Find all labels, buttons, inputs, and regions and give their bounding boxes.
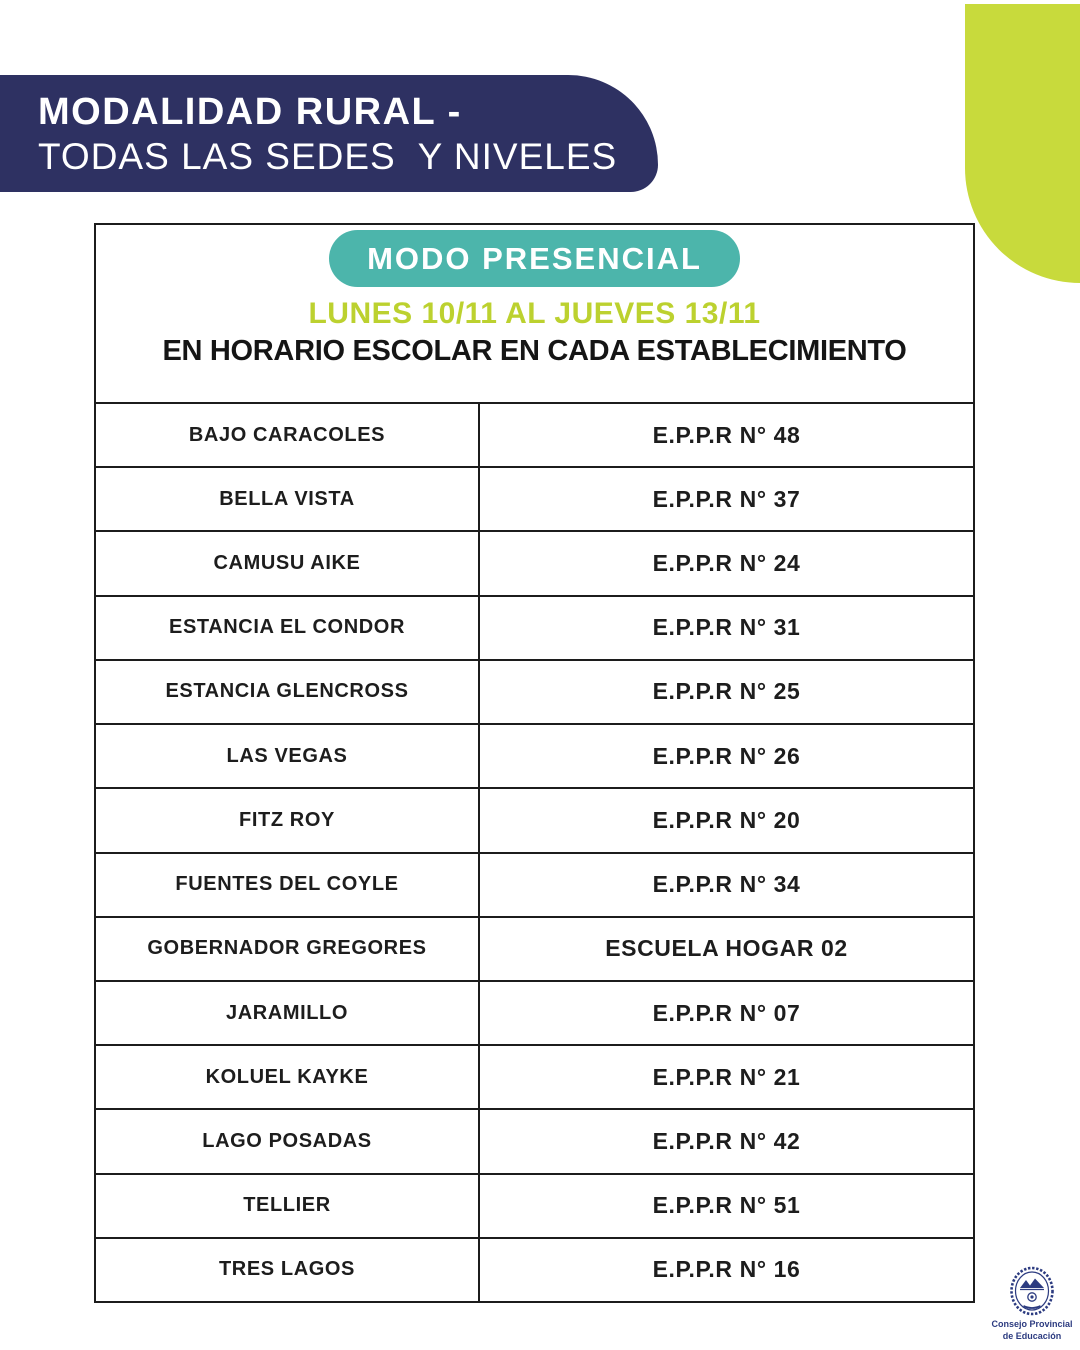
title-banner — [0, 75, 658, 192]
council-name — [991, 1319, 1072, 1342]
establecimiento-cell: E.P.P.R N° 42 — [652, 1128, 801, 1155]
table-row — [96, 1173, 973, 1237]
table-row — [96, 852, 973, 916]
sede-cell: CAMUSU AIKE — [96, 532, 480, 594]
mode-badge: MODO PRESENCIAL — [329, 230, 740, 287]
sede-cell: KOLUEL KAYKE — [96, 1046, 480, 1108]
table-row — [96, 659, 973, 723]
table-row — [96, 787, 973, 851]
establecimiento-cell: E.P.P.R N° 16 — [652, 1256, 801, 1283]
table-row — [96, 1044, 973, 1108]
table-header — [96, 225, 973, 402]
establecimiento-cell: E.P.P.R N° 20 — [652, 806, 801, 833]
establecimiento-cell: E.P.P.R N° 25 — [652, 678, 801, 705]
table-row — [96, 723, 973, 787]
establecimiento-cell: E.P.P.R N° 31 — [652, 614, 801, 641]
establecimiento-cell: E.P.P.R N° 51 — [652, 1192, 801, 1219]
establecimiento-cell: E.P.P.R N° 37 — [652, 485, 801, 512]
table-row — [96, 980, 973, 1044]
council-logo — [991, 1266, 1073, 1342]
sede-cell: JARAMILLO — [96, 982, 480, 1044]
sede-cell: ESTANCIA EL CONDOR — [96, 597, 480, 659]
establecimiento-cell: E.P.P.R N° 48 — [652, 421, 801, 448]
sede-cell: GOBERNADOR GREGORES — [96, 918, 480, 980]
sede-cell: TELLIER — [96, 1175, 480, 1237]
sede-cell: ESTANCIA GLENCROSS — [96, 661, 480, 723]
table-row — [96, 466, 973, 530]
date-range-label: LUNES 10/11 AL JUEVES 13/11 — [308, 297, 761, 330]
schedule-table — [94, 223, 975, 1303]
page-title: MODALIDAD RURAL - — [38, 90, 462, 133]
table-row — [96, 530, 973, 594]
council-name-line2: de Educación — [1002, 1330, 1062, 1341]
establecimiento-cell: E.P.P.R N° 07 — [652, 999, 801, 1026]
council-crest-icon — [1009, 1266, 1055, 1316]
table-row — [96, 595, 973, 659]
lime-corner-shape — [965, 4, 1080, 283]
table-row — [96, 402, 973, 466]
sede-cell: TRES LAGOS — [96, 1239, 480, 1301]
sede-cell: BAJO CARACOLES — [96, 404, 480, 466]
sede-cell: FITZ ROY — [96, 789, 480, 851]
establecimiento-cell: E.P.P.R N° 21 — [652, 1063, 801, 1090]
establecimiento-cell: E.P.P.R N° 26 — [652, 742, 801, 769]
schedule-note-label: EN HORARIO ESCOLAR EN CADA ESTABLECIMIENTO — [162, 335, 907, 367]
establecimiento-cell: E.P.P.R N° 24 — [652, 550, 801, 577]
page-subtitle: TODAS LAS SEDES Y NIVELES — [38, 135, 618, 177]
table-row — [96, 1237, 973, 1301]
sede-cell: FUENTES DEL COYLE — [96, 854, 480, 916]
establecimiento-cell: E.P.P.R N° 34 — [652, 871, 801, 898]
table-row — [96, 916, 973, 980]
sede-cell: BELLA VISTA — [96, 468, 480, 530]
council-name-line1: Consejo Provincial — [991, 1319, 1073, 1329]
sede-cell: LAGO POSADAS — [96, 1110, 480, 1172]
table-row — [96, 1108, 973, 1172]
sede-cell: LAS VEGAS — [96, 725, 480, 787]
establecimiento-cell: ESCUELA HOGAR 02 — [605, 935, 848, 962]
